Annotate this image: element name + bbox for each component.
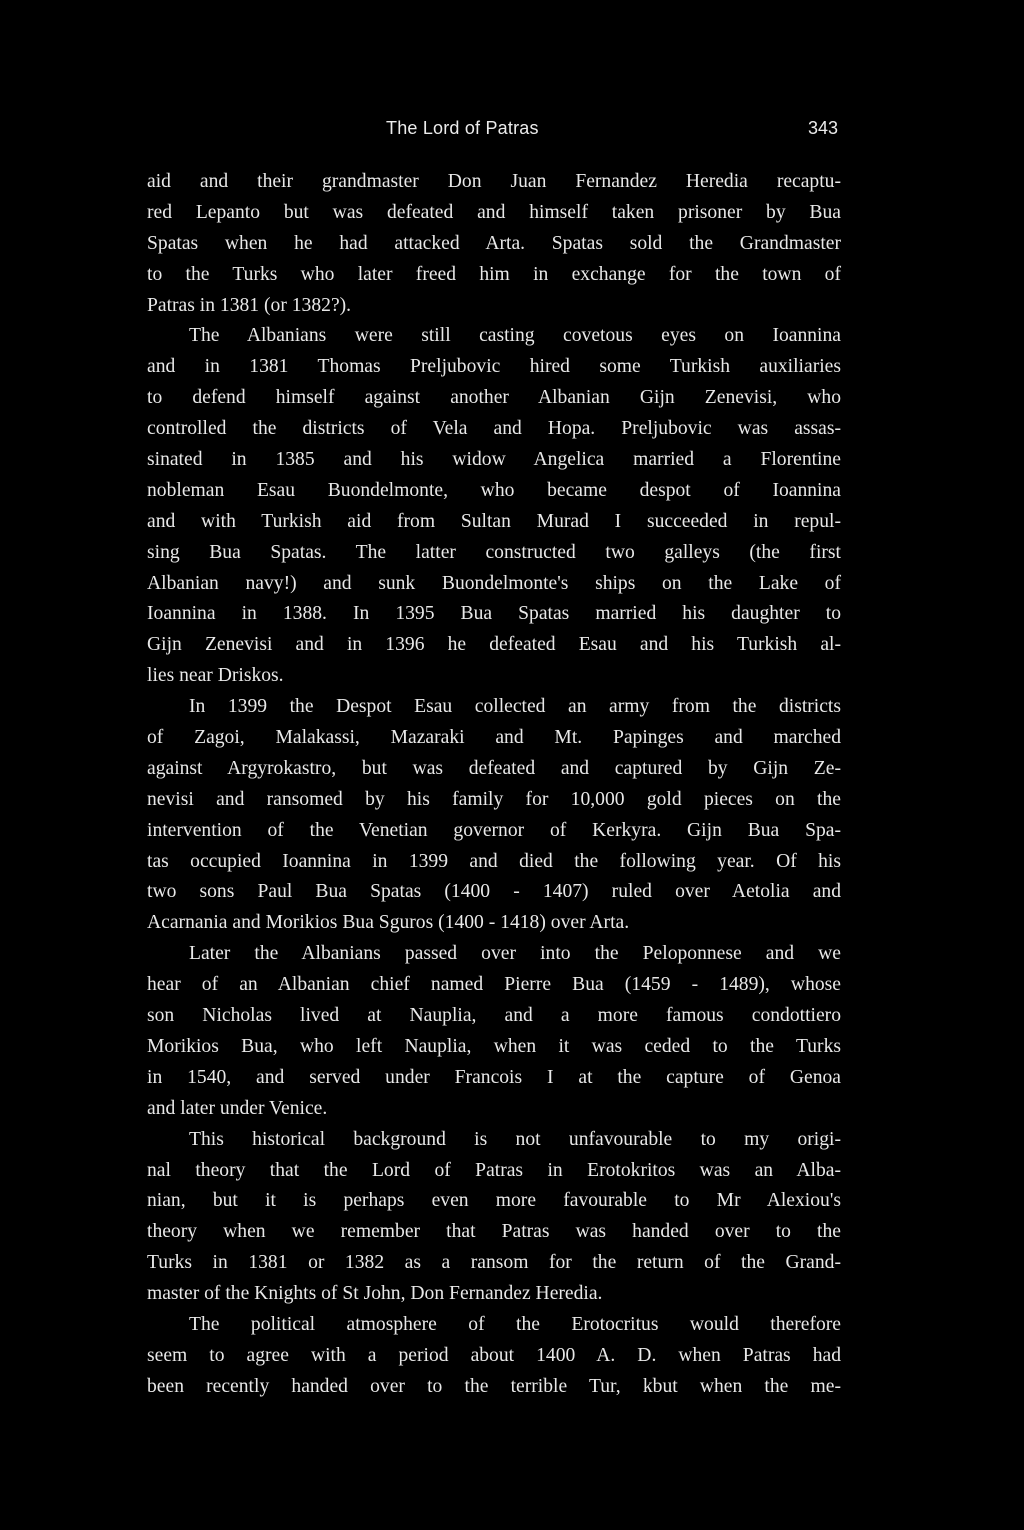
- text-line: son Nicholas lived at Nauplia, and a more famous condottiero: [147, 1005, 841, 1027]
- text-line: lies near Driskos.: [147, 665, 284, 687]
- text-line: Gijn Zenevisi and in 1396 he defeated Esau and his Turkish al-: [147, 634, 841, 656]
- text-line: sinated in 1385 and his widow Angelica married a Florentine: [147, 449, 841, 471]
- text-line: sing Bua Spatas. The latter constructed two galleys (the first: [147, 541, 841, 563]
- text-line: The political atmosphere of the Erotocritus would therefore: [189, 1313, 841, 1335]
- text-line: to the Turks who later freed him in exchange for the town of: [147, 263, 841, 285]
- text-line: Patras in 1381 (or 1382?).: [147, 294, 352, 316]
- text-line: seem to agree with a period about 1400 A. D. when Patras had: [147, 1344, 841, 1366]
- running-head: [148, 118, 838, 144]
- text-line: and with Turkish aid from Sultan Murad I succeeded in repul-: [147, 510, 841, 532]
- text-line: Later the Albanians passed over into the Peloponnese and we: [189, 943, 841, 965]
- text-line: Spatas when he had attacked Arta. Spatas sold the Grandmaster: [147, 232, 841, 254]
- text-line: nal theory that the Lord of Patras in Erotokritos was an Alba-: [147, 1159, 841, 1181]
- text-line: to defend himself against another Albanian Gijn Zenevisi, who: [147, 387, 841, 409]
- text-line: and in 1381 Thomas Preljubovic hired some Turkish auxiliaries: [147, 356, 841, 378]
- text-line: nobleman Esau Buondelmonte, who became despot of Ioannina: [147, 479, 841, 501]
- text-line: been recently handed over to the terrible Tur, kbut when the me-: [147, 1375, 841, 1397]
- body-text: [147, 167, 841, 1403]
- text-line: hear of an Albanian chief named Pierre Bua (1459 - 1489), whose: [147, 974, 841, 996]
- text-line: Acarnania and Morikios Bua Sguros (1400 - 1418) over Arta.: [147, 912, 630, 934]
- text-line: against Argyrokastro, but was defeated and captured by Gijn Ze-: [147, 757, 841, 779]
- text-line: Turks in 1381 or 1382 as a ransom for the return of the Grand-: [147, 1252, 841, 1274]
- text-line: in 1540, and served under Francois I at the capture of Genoa: [147, 1066, 841, 1088]
- page-number: 343: [807, 118, 838, 138]
- text-line: Ioannina in 1388. In 1395 Bua Spatas married his daughter to: [147, 603, 841, 625]
- text-line: aid and their grandmaster Don Juan Fernandez Heredia recaptu-: [147, 171, 841, 192]
- text-line: red Lepanto but was defeated and himself taken prisoner by Bua: [147, 201, 841, 223]
- text-line: intervention of the Venetian governor of Kerkyra. Gijn Bua Spa-: [147, 819, 841, 841]
- text-line: nevisi and ransomed by his family for 10,000 gold pieces on the: [147, 788, 841, 810]
- text-line: tas occupied Ioannina in 1399 and died the following year. Of his: [147, 850, 841, 872]
- text-line: theory when we remember that Patras was handed over to the: [147, 1221, 841, 1243]
- text-line: The Albanians were still casting covetous eyes on Ioannina: [189, 325, 841, 347]
- running-title: The Lord of Patras: [386, 118, 539, 138]
- text-line: nian, but it is perhaps even more favourable to Mr Alexiou's: [147, 1190, 841, 1212]
- text-line: master of the Knights of St John, Don Fernandez Heredia.: [147, 1283, 603, 1305]
- text-line: and later under Venice.: [147, 1097, 328, 1119]
- text-line: This historical background is not unfavourable to my origi-: [189, 1128, 841, 1150]
- text-line: Albanian navy!) and sunk Buondelmonte's ships on the Lake of: [147, 572, 841, 594]
- text-line: controlled the districts of Vela and Hopa. Preljubovic was assas-: [147, 418, 841, 440]
- text-line: two sons Paul Bua Spatas (1400 - 1407) ruled over Aetolia and: [147, 881, 841, 903]
- text-line: In 1399 the Despot Esau collected an army from the districts: [189, 696, 841, 718]
- text-line: of Zagoi, Malakassi, Mazaraki and Mt. Papinges and marched: [147, 727, 841, 749]
- text-line: Morikios Bua, who left Nauplia, when it was ceded to the Turks: [147, 1035, 841, 1057]
